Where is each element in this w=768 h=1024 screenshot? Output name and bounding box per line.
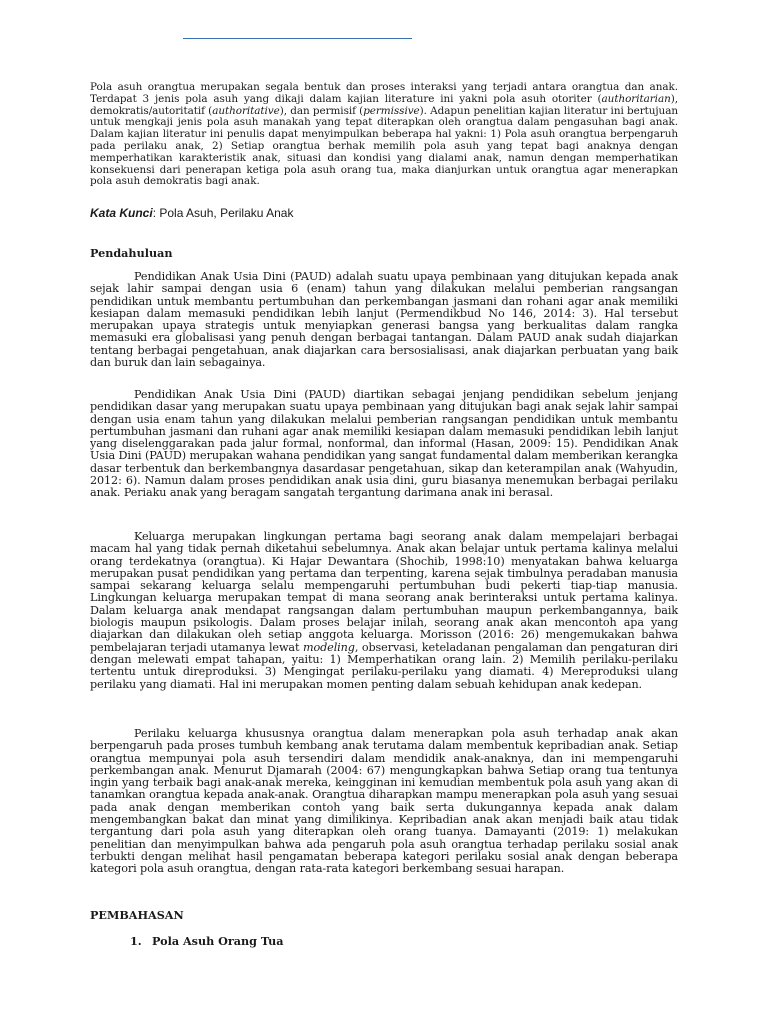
section-heading-intro: Pendahuluan — [90, 246, 173, 260]
keywords-label: Kata Kunci — [90, 206, 153, 220]
intro-paragraph-4: Perilaku keluarga khususnya orangtua dalam menerapkan pola asuh terhadap anak akan berpengaruh pada proses tumbuh kembang anak terutama dalam membentuk kepribadian anak. Setiap orangtua mempunyai pola asuh tersendiri dalam mendidik anak-anaknya, dan ini mempengaruhi perkembangan anak. Menurut Djamarah (2004: 67) mengungkapkan bahwa Setiap orang tua tentunya ingin yang terbaik bagi anak-anak mereka, keingginan ini kemudian membentuk pola asuh yang akan di tanamkan orangtua kepada anak-anak. Orangtua diharapkan mampu menerapkan pola asuh yang sesuai pada anak dengan memberikan contoh yang baik serta dukungannya kepada anak dalam mengembangkan bakat dan minat yang dimilikinya. Kepribadian anak akan menjadi baik atau tidak tergantung dari pola asuh yang diterapkan oleh orang tuanya. Damayanti (2019: 1) melakukan penelitian dan menyimpulkan bahwa ada pengaruh pola asuh orangtua terhadap perilaku sosial anak terbukti dengan melihat hasil pengamatan beberapa kategori perilaku sosial anak dengan beberapa kategori pola asuh orangtua, dengan rata-rata kategori berkembang sesuai harapan. — [90, 727, 678, 876]
numbered-subheading — [130, 934, 678, 948]
subheading-label: Pola Asuh Orang Tua — [152, 934, 284, 948]
intro-paragraph-2: Pendidikan Anak Usia Dini (PAUD) diartikan sebagai jenjang pendidikan sebelum jenjang pendidikan dasar yang merupakan suatu upaya pembinaan yang ditujukan bagi anak sejak lahir sampai dengan usia enam tahun yang dilakukan melalui pemberian rangsangan pendidikan untuk membantu pertumbuhan jasmani dan ruhani agar anak memiliki kesiapan dalam memasuki pendidikan lebih lanjut yang diselenggarakan pada jalur formal, nonformal, dan informal (Hasan, 2009: 15). Pendidikan Anak Usia Dini (PAUD) merupakan wahana pendidikan yang sangat fundamental dalam memberikan kerangka dasar terbentuk dan berkembangnya dasardasar pengetahuan, sikap dan keterampilan anak (Wahyudin, 2012: 6). Namun dalam proses pendidikan anak usia dini, guru biasanya menemukan berbagai perilaku anak. Periaku anak yang beragam sangatah tergantung darimana anak ini berasal. — [90, 388, 678, 500]
header-rule — [183, 38, 412, 39]
abstract-paragraph: Pola asuh orangtua merupakan segala bentuk dan proses interaksi yang terjadi antara orangtua dan anak. Terdapat 3 jenis pola asuh yang dikaji dalam kajian literature ini yakni pola asuh otoriter (authoritarian), demokratis/autoritatif (authoritative), dan permisif (permissive). Adapun penelitian kajian literatur ini bertujuan untuk mengkaji jenis pola asuh manakah yang tepat diterapkan oleh orangtua dalam pengasuhan bagi anak. Dalam kajian literatur ini penulis dapat menyimpulkan beberapa hal yakni: 1) Pola asuh orangtua berpengaruh pada perilaku anak, 2) Setiap orangtua berhak memilih pola asuh yang tepat bagi anaknya dengan memperhatikan karakteristik anak, situasi dan kondisi yang dialami anak, namun dengan memperhatikan konsekuensi dari penerapan ketiga pola asuh orang tua, maka dianjurkan untuk orangtua agar menerapkan pola asuh demokratis bagi anak. — [90, 81, 678, 188]
section-heading-discussion: PEMBAHASAN — [90, 908, 184, 922]
keywords-text: : Pola Asuh, Perilaku Anak — [152, 206, 294, 220]
intro-paragraph-1: Pendidikan Anak Usia Dini (PAUD) adalah suatu upaya pembinaan yang ditujukan kepada anak sejak lahir sampai dengan usia 6 (enam) tahun yang dilakukan melalui pemberian rangsangan pendidikan untuk membantu pertumbuhan dan perkembangan jasmani dan rohani agar anak memiliki kesiapan dalam memasuki pendidikan lebih lanjut (Permendikbud No 146, 2014: 3). Hal tersebut merupakan upaya strategis untuk menyiapkan generasi bangsa yang berkualitas dalam rangka memasuki era globalisasi yang penuh dengan berbagai tantangan. Dalam PAUD anak sudah diajarkan tentang berbagai pengetahuan, anak diajarkan cara bersosialisasi, anak diajarkan perbuatan yang baik dan buruk dan lain sebagainya. — [90, 270, 678, 370]
intro-paragraph-3: Keluarga merupakan lingkungan pertama bagi seorang anak dalam mempelajari berbagai macam hal yang tidak pernah diketahui sebelumnya. Anak akan belajar untuk pertama kalinya melalui orang terdekatnya (orangtua). Ki Hajar Dewantara (Shochib, 1998:10) menyatakan bahwa keluarga merupakan pusat pendidikan yang pertama dan terpenting, karena sejak timbulnya peradaban manusia sampai sekarang keluarga selalu mempengaruhi pertumbuhan budi pekerti tiap-tiap manusia. Lingkungan keluarga merupakan tempat di mana seorang anak berinteraksi untuk pertama kalinya. Dalam keluarga anak mendapat rangsangan dalam pertumbuhan maupun perkembangannya, baik biologis maupun psikologis. Dalam proses belajar inilah, seorang anak akan mencontoh apa yang diajarkan dan dilakukan oleh setiap anggota keluarga. Morisson (2016: 26) mengemukakan bahwa pembelajaran terjadi utamanya lewat modeling, observasi, keteladanan pengalaman dan pengaturan diri dengan melewati empat tahapan, yaitu: 1) Memperhatikan orang lain. 2) Memilih perilaku-perilaku tertentu untuk direproduksi. 3) Mengingat perilaku-perilaku yang diamati. 4) Mereproduksi ulang perilaku yang diamati. Hal ini merupakan momen penting dalam sebuah kehidupan anak kedepan. — [90, 530, 678, 691]
subheading-number: 1. — [130, 934, 142, 948]
keywords-line — [90, 206, 678, 221]
